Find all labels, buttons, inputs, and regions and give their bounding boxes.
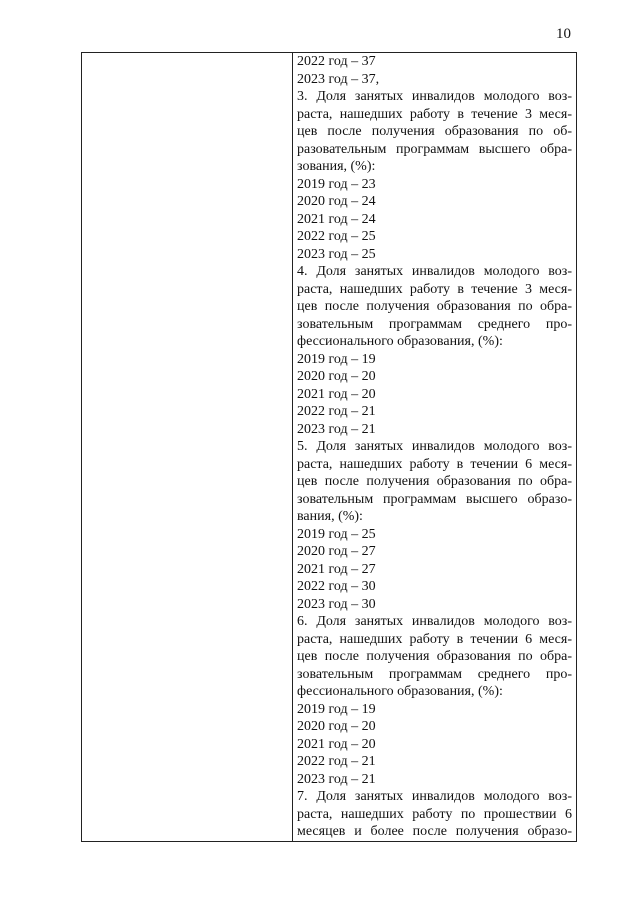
text-line: зовательным программам высшего образо- (297, 491, 572, 507)
text-line: 2019 год – 25 (297, 526, 376, 542)
text-line: 2022 год – 25 (297, 229, 376, 244)
text-line: 2020 год – 20 (297, 369, 376, 384)
text-line: цев после получения образования по обра- (297, 649, 572, 664)
text-line: вания, (%): (297, 509, 363, 524)
text-line: 2022 год – 30 (297, 579, 376, 594)
text-line: 5. Доля занятых инвалидов молодого воз- (297, 439, 572, 454)
text-line: раста, нашедших работу в течение 3 меся- (297, 281, 572, 297)
text-line: 2021 год – 27 (297, 561, 376, 577)
text-line: 2020 год – 27 (297, 544, 376, 559)
text-line: раста, нашедших работу в течении 6 меся- (297, 631, 572, 647)
text-line: 2023 год – 21 (297, 771, 376, 787)
text-line: 2023 год – 21 (297, 421, 376, 437)
text-line: фессионального образования, (%): (297, 684, 503, 699)
text-line: 2023 год – 37, (297, 71, 380, 87)
text-line: 4. Доля занятых инвалидов молодого воз- (297, 264, 572, 279)
text-line: 7. Доля занятых инвалидов молодого воз- (297, 789, 572, 804)
text-line: 2019 год – 19 (297, 701, 376, 717)
text-line: раста, нашедших работу по прошествии 6 (297, 806, 572, 822)
text-line: 2021 год – 20 (297, 386, 376, 402)
text-line: 2020 год – 24 (297, 194, 376, 209)
page-number: 10 (556, 26, 571, 42)
text-line: 2019 год – 23 (297, 176, 376, 192)
text-line: раста, нашедших работу в течении 6 меся- (297, 456, 572, 472)
table-left-column (82, 53, 293, 841)
text-line: зовательным программам среднего про- (297, 666, 572, 682)
text-line: фессионального образования, (%): (297, 334, 503, 349)
text-line: 2021 год – 20 (297, 736, 376, 752)
text-line: цев после получения образования по обра- (297, 299, 572, 314)
text-line: цев после получения образования по об- (297, 124, 572, 139)
table-right-column (293, 53, 576, 841)
text-line: 6. Доля занятых инвалидов молодого воз- (297, 614, 572, 629)
text-line: 2022 год – 21 (297, 404, 376, 419)
text-line: зовательным программам среднего про- (297, 316, 572, 332)
text-line: цев после получения образования по обра- (297, 474, 572, 489)
text-line: 2022 год – 37 (297, 54, 376, 69)
text-line: месяцев и более после получения образо- (297, 824, 572, 839)
text-line: разовательным программам высшего обра- (297, 141, 572, 157)
text-line: раста, нашедших работу в течение 3 меся- (297, 106, 572, 122)
text-line: 2019 год – 19 (297, 351, 376, 367)
text-line: зования, (%): (297, 159, 376, 174)
text-line: 2021 год – 24 (297, 211, 376, 227)
text-line: 2023 год – 30 (297, 596, 376, 612)
text-line: 2020 год – 20 (297, 719, 376, 734)
text-line: 2023 год – 25 (297, 246, 376, 262)
document-table (81, 52, 577, 842)
text-line: 2022 год – 21 (297, 754, 376, 769)
text-line: 3. Доля занятых инвалидов молодого воз- (297, 89, 572, 104)
